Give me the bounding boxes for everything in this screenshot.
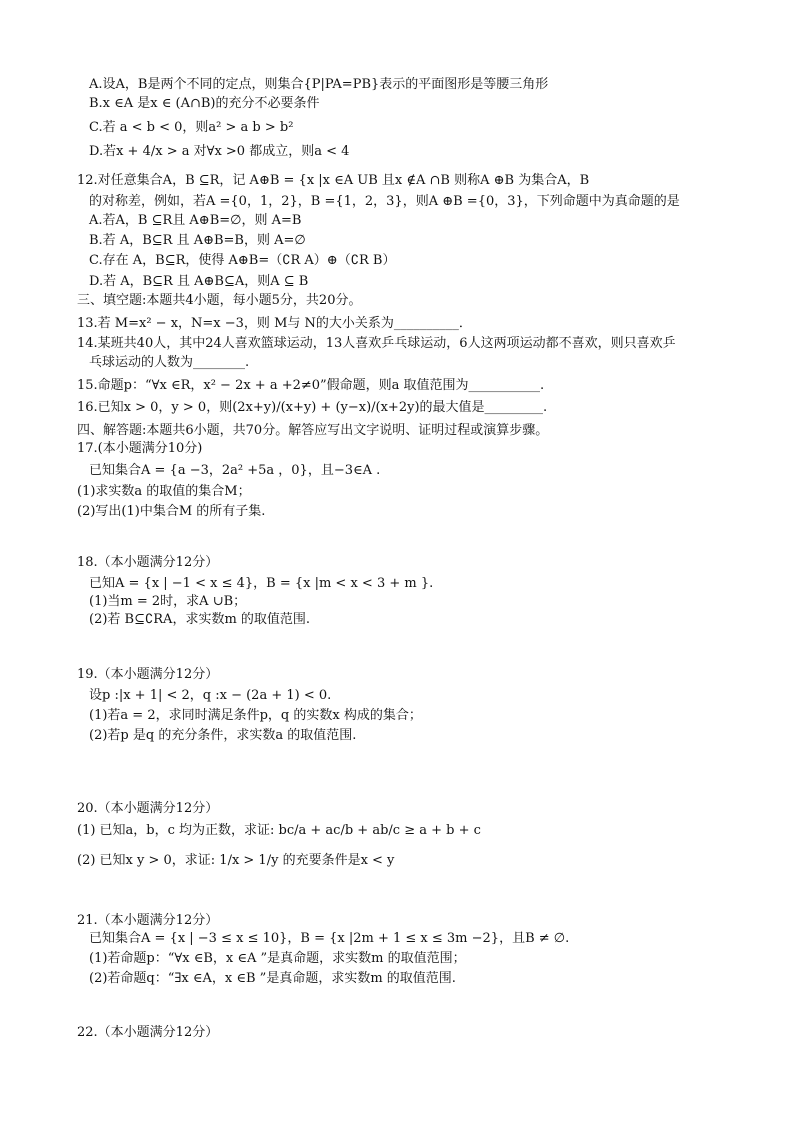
- question-19-part2: (2)若p 是q 的充分条件，求实数a 的取值范围.: [89, 728, 357, 743]
- question-21-title: 21.（本小题满分12分）: [77, 913, 219, 928]
- section-answer: 四、解答题:本题共6小题，共70分。解答应写出文字说明、证明过程或演算步骤。: [77, 423, 549, 438]
- question-12: 12.对任意集合A，B ⊆R，记 A⊕B = {x |x ∈A UB 且x ∉A ∩B 则称A ⊕B 为集合A，B: [77, 173, 590, 188]
- question-16: 16.已知x > 0，y > 0，则(2x+y)/(x+y) + (y−x)/(x+2y)的最大值是_________.: [77, 400, 548, 415]
- question-13: 13.若 M=x² − x，N=x −3，则 M与 N的大小关系为__________．: [77, 316, 472, 331]
- question-17-part2: (2)写出(1)中集合M 的所有子集.: [77, 504, 266, 519]
- question-22-title: 22.（本小题满分12分）: [77, 1025, 219, 1040]
- question-14-cont: 乓球运动的人数为________.: [89, 355, 250, 370]
- question-18-body: 已知A = {x | −1 < x ≤ 4}，B = {x |m < x < 3 + m }.: [89, 576, 434, 591]
- question-18-part2: (2)若 B⊆∁RA，求实数m 的取值范围.: [89, 612, 311, 627]
- option-11c: C.若 a < b < 0，则a² > a b > b²: [89, 120, 294, 135]
- option-11b: B.x ∈A 是x ∈ (A∩B)的充分不必要条件: [89, 96, 320, 111]
- option-11a: A.设A，B是两个不同的定点，则集合{P|PA=PB}表示的平面图形是等腰三角形: [89, 77, 549, 92]
- question-21-body: 已知集合A = {x | −3 ≤ x ≤ 10}，B = {x |2m + 1 ≤ x ≤ 3m −2}，且B ≠ ∅.: [89, 931, 570, 946]
- option-12b: B.若 A，B⊆R 且 A⊕B=B，则 A=∅: [89, 233, 306, 248]
- question-20-part2: (2) 已知x y > 0，求证: 1/x > 1/y 的充要条件是x < y: [77, 853, 395, 868]
- question-17-part1: (1)求实数a 的取值的集合M；: [77, 484, 251, 499]
- question-20-title: 20.（本小题满分12分）: [77, 801, 219, 816]
- question-14: 14.某班共40人，其中24人喜欢篮球运动，13人喜欢乒乓球运动，6人这两项运动都不喜欢，则只喜欢乒: [77, 336, 676, 351]
- question-17-body: 已知集合A = {a −3，2a² +5a ，0}，且−3∈A .: [89, 463, 381, 478]
- question-18-title: 18.（本小题满分12分）: [77, 555, 219, 570]
- question-19-part1: (1)若a = 2，求同时满足条件p，q 的实数x 构成的集合；: [89, 708, 422, 723]
- question-15: 15.命题p：“∀x ∈R，x² − 2x + a +2≠0”假命题，则a 取值范围为___________.: [77, 378, 545, 393]
- question-19-title: 19.（本小题满分12分）: [77, 667, 219, 682]
- question-12-cont: 的对称差，例如，若A ={0，1，2}，B ={1，2，3}，则A ⊕B ={0，3}，下列命题中为真命题的是: [89, 194, 680, 209]
- option-12c: C.存在 A，B⊆R，使得 A⊕B=（∁R A）⊕（∁R B）: [89, 253, 396, 268]
- question-20-part1: (1) 已知a，b，c 均为正数，求证: bc/a + ac/b + ab/c ≥ a + b + c: [77, 823, 481, 838]
- question-19-body: 设p :|x + 1| < 2，q :x − (2a + 1) < 0.: [89, 688, 332, 703]
- option-11d: D.若x + 4/x > a 对∀x >0 都成立，则a < 4: [89, 144, 350, 159]
- option-12d: D.若 A，B⊆R 且 A⊕B⊆A，则A ⊆ B: [89, 274, 309, 289]
- question-21-part1: (1)若命题p：“∀x ∈B，x ∈A ”是真命题，求实数m 的取值范围；: [89, 951, 466, 966]
- section-fill-blank: 三、填空题:本题共4小题，每小题5分，共20分。: [77, 293, 362, 308]
- option-12a: A.若A，B ⊆R且 A⊕B=∅，则 A=B: [89, 213, 302, 228]
- question-18-part1: (1)当m = 2时，求A ∪B；: [89, 594, 247, 609]
- question-17-title: 17.(本小题满分10分): [77, 441, 203, 456]
- question-21-part2: (2)若命题q：“∃x ∈A，x ∈B ”是真命题，求实数m 的取值范围.: [89, 971, 456, 986]
